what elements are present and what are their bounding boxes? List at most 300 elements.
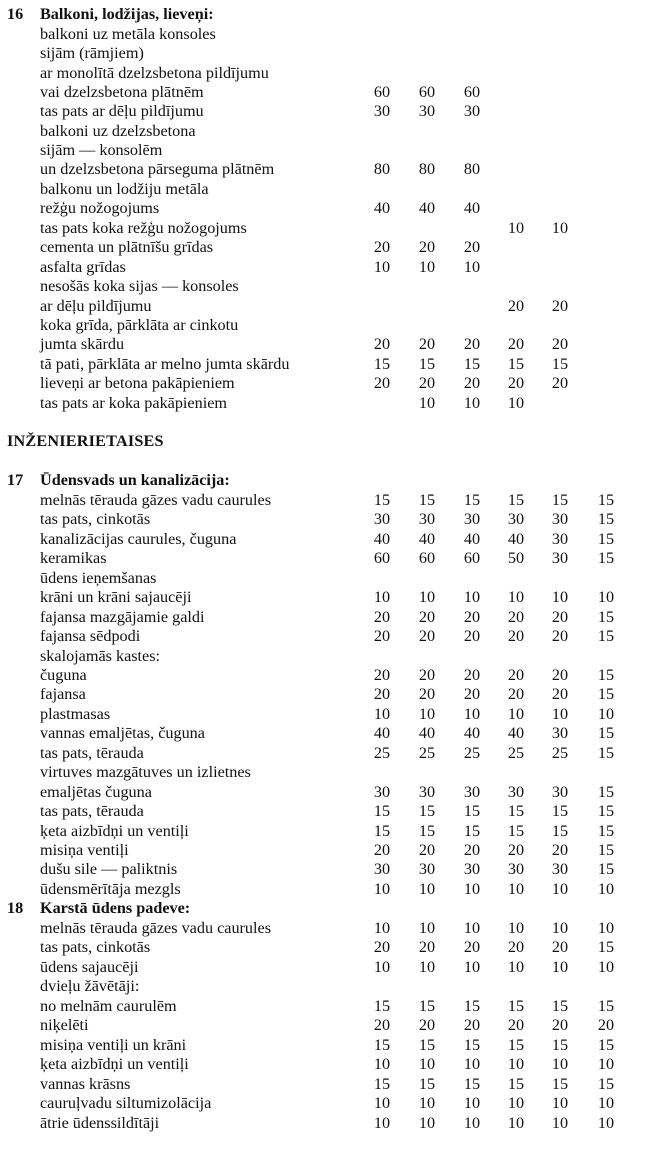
value-cell: 15: [551, 802, 569, 820]
table-row: [0, 704, 645, 724]
value-cell: 20: [597, 1016, 615, 1034]
value-cell: 15: [418, 802, 436, 820]
value-cell: 15: [597, 1075, 615, 1093]
table-row: [0, 218, 645, 238]
value-cell: 15: [551, 1036, 569, 1054]
table-row: [0, 879, 645, 899]
row-label: balkoni uz metāla konsoles: [40, 25, 216, 43]
value-cell: 10: [551, 705, 569, 723]
value-cell: 20: [507, 1016, 525, 1034]
table-row: [0, 840, 645, 860]
row-label: ķeta aizbīdņi un ventiļi: [40, 1055, 189, 1073]
value-cell: 15: [507, 355, 525, 373]
value-cell: 15: [597, 685, 615, 703]
section-number: 17: [7, 471, 24, 489]
value-cell: 10: [418, 1055, 436, 1073]
row-label: ūdensmērītāja mezgls: [40, 880, 181, 898]
value-cell: 40: [507, 530, 525, 548]
value-cell: 15: [463, 822, 481, 840]
table-row: [0, 257, 645, 277]
table-row: [0, 976, 645, 996]
value-cell: 40: [463, 199, 481, 217]
value-cell: 10: [418, 958, 436, 976]
table-row: [0, 237, 645, 257]
row-label: tas pats, cinkotās: [40, 938, 151, 956]
value-cell: 10: [463, 394, 481, 412]
value-cell: 15: [551, 491, 569, 509]
value-cell: 10: [551, 958, 569, 976]
row-label: lieveņi ar betona pakāpieniem: [40, 374, 235, 392]
value-cell: 15: [418, 491, 436, 509]
value-cell: 20: [551, 297, 569, 315]
row-label: ūdens ieņemšanas: [40, 569, 157, 587]
value-cell: 20: [463, 666, 481, 684]
value-cell: 15: [597, 549, 615, 567]
table-row: [0, 63, 645, 83]
row-label: dušu sile — paliktnis: [40, 860, 178, 878]
section-number: 16: [7, 5, 24, 23]
value-cell: 10: [418, 258, 436, 276]
value-cell: 20: [373, 627, 391, 645]
table-row: [0, 198, 645, 218]
value-cell: 30: [373, 510, 391, 528]
row-label: sijām (rāmjiem): [40, 44, 144, 62]
row-label: čuguna: [40, 666, 87, 684]
table-row: [0, 1054, 645, 1074]
value-cell: 15: [597, 491, 615, 509]
row-label: virtuves mazgātuves un izlietnes: [40, 763, 251, 781]
value-cell: 20: [373, 685, 391, 703]
value-cell: 30: [373, 102, 391, 120]
value-cell: 10: [597, 1114, 615, 1132]
row-label: no melnām caurulēm: [40, 997, 177, 1015]
value-cell: 10: [463, 588, 481, 606]
table-row: [0, 121, 645, 141]
value-cell: 60: [463, 549, 481, 567]
value-cell: 20: [551, 627, 569, 645]
value-cell: 20: [551, 1016, 569, 1034]
row-label: fajansa mazgājamie galdi: [40, 608, 205, 626]
value-cell: 15: [373, 491, 391, 509]
value-cell: 10: [373, 1055, 391, 1073]
value-cell: 20: [418, 1016, 436, 1034]
value-cell: 20: [418, 685, 436, 703]
value-cell: 15: [418, 1075, 436, 1093]
row-label: melnās tērauda gāzes vadu caurules: [40, 919, 272, 937]
value-cell: 30: [463, 510, 481, 528]
value-cell: 60: [373, 549, 391, 567]
value-cell: 30: [551, 724, 569, 742]
value-cell: 20: [463, 938, 481, 956]
value-cell: 20: [418, 627, 436, 645]
value-cell: 10: [551, 1055, 569, 1073]
value-cell: 10: [551, 1094, 569, 1112]
row-label: keramikas: [40, 549, 107, 567]
value-cell: 10: [551, 588, 569, 606]
value-cell: 10: [597, 958, 615, 976]
table-row: [0, 665, 645, 685]
row-label: vai dzelzsbetona plātnēm: [40, 83, 204, 101]
value-cell: 15: [418, 1036, 436, 1054]
value-cell: 20: [373, 238, 391, 256]
value-cell: 10: [373, 958, 391, 976]
section-title-row: [0, 898, 645, 918]
value-cell: 10: [507, 880, 525, 898]
value-cell: 10: [507, 1055, 525, 1073]
value-cell: 20: [551, 335, 569, 353]
table-row: [0, 490, 645, 510]
value-cell: 10: [507, 219, 525, 237]
value-cell: 25: [373, 744, 391, 762]
value-cell: 20: [507, 297, 525, 315]
value-cell: 20: [551, 685, 569, 703]
value-cell: 10: [507, 958, 525, 976]
value-cell: 15: [507, 802, 525, 820]
value-cell: 15: [507, 1036, 525, 1054]
row-label: ķeta aizbīdņi un ventiļi: [40, 822, 189, 840]
value-cell: 30: [551, 530, 569, 548]
row-label: balkonu un lodžiju metāla: [40, 180, 209, 198]
row-label: plastmasas: [40, 705, 111, 723]
table-row: [0, 684, 645, 704]
row-label: emaljētas čuguna: [40, 783, 152, 801]
value-cell: 20: [373, 374, 391, 392]
value-cell: 15: [373, 822, 391, 840]
value-cell: 10: [507, 1114, 525, 1132]
value-cell: 15: [463, 355, 481, 373]
value-cell: 15: [597, 860, 615, 878]
value-cell: 10: [373, 880, 391, 898]
value-cell: 15: [463, 1075, 481, 1093]
table-row: [0, 801, 645, 821]
value-cell: 20: [507, 608, 525, 626]
value-cell: 10: [373, 1094, 391, 1112]
value-cell: 15: [597, 1036, 615, 1054]
table-row: [0, 43, 645, 63]
row-label: balkoni uz dzelzsbetona: [40, 122, 196, 140]
value-cell: 20: [418, 938, 436, 956]
value-cell: 15: [597, 608, 615, 626]
table-row: [0, 315, 645, 335]
row-label: fajansa: [40, 685, 86, 703]
table-row: [0, 1074, 645, 1094]
row-label: krāni un krāni sajaucēji: [40, 588, 192, 606]
value-cell: 15: [418, 997, 436, 1015]
table-row: [0, 568, 645, 588]
row-label: tas pats ar dēļu pildījumu: [40, 102, 204, 120]
value-cell: 10: [597, 1094, 615, 1112]
row-label: sijām — konsolēm: [40, 141, 163, 159]
value-cell: 20: [507, 938, 525, 956]
value-cell: 20: [373, 841, 391, 859]
value-cell: 10: [463, 880, 481, 898]
value-cell: 60: [418, 83, 436, 101]
table-row: [0, 509, 645, 529]
value-cell: 15: [551, 1075, 569, 1093]
value-cell: 30: [418, 783, 436, 801]
value-cell: 60: [463, 83, 481, 101]
table-row: [0, 82, 645, 102]
value-cell: 20: [418, 666, 436, 684]
value-cell: 15: [373, 997, 391, 1015]
value-cell: 25: [507, 744, 525, 762]
value-cell: 10: [551, 919, 569, 937]
value-cell: 15: [463, 997, 481, 1015]
value-cell: 15: [373, 355, 391, 373]
value-cell: 20: [463, 685, 481, 703]
table-row: [0, 743, 645, 763]
row-label: misiņa ventiļi: [40, 841, 129, 859]
value-cell: 20: [463, 238, 481, 256]
value-cell: 20: [463, 627, 481, 645]
row-label: cementa un plātnīšu grīdas: [40, 238, 214, 256]
value-cell: 60: [418, 549, 436, 567]
value-cell: 15: [507, 822, 525, 840]
value-cell: 30: [463, 783, 481, 801]
value-cell: 20: [507, 627, 525, 645]
value-cell: 40: [507, 724, 525, 742]
row-label: melnās tērauda gāzes vadu caurules: [40, 491, 272, 509]
value-cell: 15: [597, 802, 615, 820]
table-row: [0, 334, 645, 354]
table-row: [0, 393, 645, 413]
value-cell: 20: [551, 666, 569, 684]
value-cell: 20: [373, 1016, 391, 1034]
section-title-row: [0, 470, 645, 490]
value-cell: 15: [597, 510, 615, 528]
value-cell: 40: [373, 199, 391, 217]
value-cell: 10: [507, 705, 525, 723]
value-cell: 30: [418, 860, 436, 878]
value-cell: 15: [597, 530, 615, 548]
value-cell: 10: [463, 258, 481, 276]
table-row: [0, 179, 645, 199]
value-cell: 10: [463, 1055, 481, 1073]
table-row: [0, 723, 645, 743]
value-cell: 15: [597, 666, 615, 684]
value-cell: 25: [418, 744, 436, 762]
row-label: koka grīda, pārklāta ar cinkotu: [40, 316, 239, 334]
value-cell: 10: [418, 880, 436, 898]
row-label: niķelēti: [40, 1016, 89, 1034]
row-label: vannas emaljētas, čuguna: [40, 724, 205, 742]
value-cell: 10: [507, 919, 525, 937]
value-cell: 30: [418, 102, 436, 120]
row-label: vannas krāsns: [40, 1075, 131, 1093]
value-cell: 20: [551, 374, 569, 392]
row-label: ūdens sajaucēji: [40, 958, 139, 976]
value-cell: 15: [418, 822, 436, 840]
table-row: [0, 1113, 645, 1133]
value-cell: 15: [418, 355, 436, 373]
value-cell: 10: [418, 394, 436, 412]
value-cell: 10: [463, 958, 481, 976]
section-title: Balkoni, lodžijas, lieveņi:: [40, 5, 214, 23]
value-cell: 20: [463, 374, 481, 392]
value-cell: 40: [463, 530, 481, 548]
row-label: ātrie ūdenssildītāji: [40, 1114, 160, 1132]
value-cell: 10: [597, 705, 615, 723]
value-cell: 15: [463, 802, 481, 820]
value-cell: 30: [418, 510, 436, 528]
table-row: [0, 1093, 645, 1113]
value-cell: 15: [597, 841, 615, 859]
value-cell: 10: [418, 1094, 436, 1112]
value-cell: 20: [418, 374, 436, 392]
value-cell: 15: [597, 822, 615, 840]
value-cell: 20: [507, 374, 525, 392]
section-number: 18: [7, 899, 24, 917]
row-label: un dzelzsbetona pārseguma plātnēm: [40, 160, 275, 178]
value-cell: 20: [373, 938, 391, 956]
table-row: [0, 859, 645, 879]
value-cell: 15: [597, 997, 615, 1015]
value-cell: 20: [551, 608, 569, 626]
value-cell: 10: [551, 880, 569, 898]
table-row: [0, 607, 645, 627]
value-cell: 80: [463, 160, 481, 178]
table-row: [0, 159, 645, 179]
value-cell: 15: [597, 783, 615, 801]
value-cell: 20: [373, 666, 391, 684]
value-cell: 10: [373, 1114, 391, 1132]
table-row: [0, 918, 645, 938]
value-cell: 80: [418, 160, 436, 178]
section-heading: INŽENIERIETAISES: [7, 432, 164, 450]
value-cell: 15: [551, 997, 569, 1015]
value-cell: 15: [373, 1075, 391, 1093]
value-cell: 20: [507, 666, 525, 684]
value-cell: 10: [418, 588, 436, 606]
table-row: [0, 937, 645, 957]
row-label: nesošās koka sijas — konsoles: [40, 277, 239, 295]
table-row: [0, 276, 645, 296]
value-cell: 20: [463, 841, 481, 859]
value-cell: 10: [463, 919, 481, 937]
row-label: tas pats koka režģu nožogojums: [40, 219, 247, 237]
row-label: ar monolītā dzelzsbetona pildījumu: [40, 64, 269, 82]
value-cell: 10: [507, 1094, 525, 1112]
value-cell: 10: [597, 1055, 615, 1073]
row-label: misiņa ventiļi un krāni: [40, 1036, 187, 1054]
value-cell: 10: [373, 705, 391, 723]
table-row: [0, 101, 645, 121]
value-cell: 10: [418, 919, 436, 937]
value-cell: 20: [551, 841, 569, 859]
value-cell: 20: [507, 335, 525, 353]
value-cell: 40: [418, 199, 436, 217]
row-label: jumta skārdu: [40, 335, 125, 353]
table-row: [0, 996, 645, 1016]
value-cell: 25: [463, 744, 481, 762]
value-cell: 10: [597, 588, 615, 606]
value-cell: 30: [551, 549, 569, 567]
table-row: [0, 529, 645, 549]
value-cell: 30: [507, 860, 525, 878]
value-cell: 20: [418, 238, 436, 256]
value-cell: 20: [463, 608, 481, 626]
value-cell: 10: [418, 1114, 436, 1132]
value-cell: 30: [463, 860, 481, 878]
value-cell: 15: [463, 1036, 481, 1054]
value-cell: 40: [463, 724, 481, 742]
value-cell: 80: [373, 160, 391, 178]
value-cell: 20: [507, 841, 525, 859]
value-cell: 40: [373, 724, 391, 742]
value-cell: 15: [551, 355, 569, 373]
value-cell: 15: [597, 627, 615, 645]
value-cell: 20: [418, 841, 436, 859]
value-cell: 30: [551, 783, 569, 801]
value-cell: 10: [551, 219, 569, 237]
value-cell: 20: [463, 335, 481, 353]
row-label: cauruļvadu siltumizolācija: [40, 1094, 212, 1112]
value-cell: 15: [597, 938, 615, 956]
value-cell: 40: [418, 724, 436, 742]
table-row: [0, 957, 645, 977]
table-row: [0, 1015, 645, 1035]
row-label: skalojamās kastes:: [40, 647, 161, 665]
table-row: [0, 24, 645, 44]
value-cell: 10: [507, 394, 525, 412]
value-cell: 20: [551, 938, 569, 956]
value-cell: 20: [507, 685, 525, 703]
value-cell: 10: [418, 705, 436, 723]
value-cell: 20: [463, 1016, 481, 1034]
section-title: Ūdensvads un kanalizācija:: [40, 471, 230, 489]
value-cell: 15: [597, 724, 615, 742]
value-cell: 10: [463, 1114, 481, 1132]
row-label: fajansa sēdpodi: [40, 627, 141, 645]
table-row: [0, 782, 645, 802]
value-cell: 40: [373, 530, 391, 548]
row-label: tas pats, tērauda: [40, 744, 144, 762]
row-label: asfalta grīdas: [40, 258, 126, 276]
value-cell: 10: [597, 919, 615, 937]
table-row: [0, 373, 645, 393]
section-title-row: [0, 4, 645, 24]
table-row: [0, 626, 645, 646]
value-cell: 15: [551, 822, 569, 840]
value-cell: 15: [373, 802, 391, 820]
value-cell: 30: [507, 783, 525, 801]
row-label: tas pats, cinkotās: [40, 510, 151, 528]
section-title: Karstā ūdens padeve:: [40, 899, 191, 917]
value-cell: 15: [373, 1036, 391, 1054]
table-row: [0, 296, 645, 316]
value-cell: 25: [551, 744, 569, 762]
table-row: [0, 548, 645, 568]
value-cell: 20: [418, 335, 436, 353]
value-cell: 60: [373, 83, 391, 101]
row-label: dvieļu žāvētāji:: [40, 977, 140, 995]
value-cell: 15: [507, 491, 525, 509]
value-cell: 20: [373, 335, 391, 353]
table-row: [0, 587, 645, 607]
table-row: [0, 1035, 645, 1055]
section-heading-row: [0, 431, 645, 451]
value-cell: 10: [507, 588, 525, 606]
row-label: kanalizācijas caurules, čuguna: [40, 530, 237, 548]
table-row: [0, 762, 645, 782]
table-row: [0, 354, 645, 374]
value-cell: 10: [463, 1094, 481, 1112]
value-cell: 15: [463, 491, 481, 509]
table-row: [0, 140, 645, 160]
row-label: ar dēļu pildījumu: [40, 297, 152, 315]
value-cell: 30: [373, 783, 391, 801]
value-cell: 15: [507, 1075, 525, 1093]
